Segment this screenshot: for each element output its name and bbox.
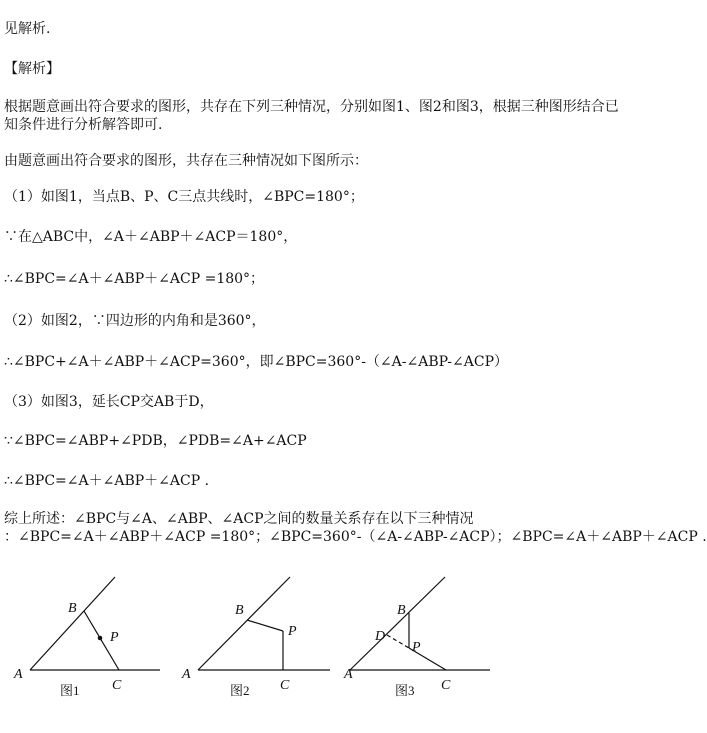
summary-line: 综上所述：∠BPC与∠A、∠ABP、∠ACP之间的数量关系存在以下三种情况 [4, 511, 474, 527]
fig3-label-b: B [397, 603, 406, 618]
case2-line: （2）如图2，∵四边形的内角和是360°， [4, 313, 266, 329]
fig2-label-p: P [288, 624, 297, 639]
fig3-slant-ray [350, 577, 445, 670]
fig1-label-b: B [68, 601, 77, 616]
fig1-point-p [98, 636, 103, 641]
case3-conclusion: ∴∠BPC=∠A＋∠ABP＋∠ACP . [4, 473, 210, 489]
case1-reason: ∵在△ABC中，∠A＋∠ABP＋∠ACP＝180°， [4, 229, 298, 245]
figure-3 [350, 577, 490, 670]
fig3-label-p: P [412, 640, 421, 655]
case2-conclusion: ∴∠BPC+∠A＋∠ABP＋∠ACP=360°，即∠BPC=360°-（∠A-∠ABP-∠ACP） [4, 354, 508, 370]
fig2-caption: 图2 [230, 683, 250, 698]
figures-diagram [0, 565, 630, 733]
fig1-slant-ray [30, 577, 115, 670]
fig3-label-a: A [344, 667, 353, 682]
fig1-caption: 图1 [60, 683, 80, 698]
fig2-label-a: A [182, 667, 191, 682]
analysis-heading: 【解析】 [4, 61, 60, 77]
fig3-label-d: D [375, 629, 386, 644]
fig2-label-c: C [280, 678, 290, 693]
fig1-label-a: A [14, 667, 23, 682]
analysis-paragraph: 根据题意画出符合要求的图形，共存在下列三种情况，分别如图1、图2和图3，根据三种图形结合已知条件进行分析解答即可. [4, 99, 619, 133]
summary-relations: ：∠BPC=∠A＋∠ABP＋∠ACP =180°；∠BPC=360°-（∠A-∠ABP-∠ACP）；∠BPC=∠A＋∠ABP＋∠ACP . [4, 529, 707, 545]
fig1-label-c: C [112, 678, 122, 693]
solution-intro: 由题意画出符合要求的图形，共存在三种情况如下图所示： [4, 153, 368, 169]
fig3-extension-dp [387, 635, 409, 648]
answer-line: 见解析. [4, 21, 51, 37]
case3-reason: ∵∠BPC=∠ABP+∠PDB，∠PDB=∠A+∠ACP [4, 433, 307, 449]
figure-1 [30, 577, 160, 670]
figure-2 [198, 577, 330, 670]
fig3-caption: 图3 [395, 683, 415, 698]
case1-line: （1）如图1，当点B、P、C三点共线时，∠BPC=180°； [4, 189, 364, 205]
fig3-label-c: C [441, 678, 451, 693]
fig2-segment-bp [247, 620, 283, 631]
case1-conclusion: ∴∠BPC=∠A＋∠ABP＋∠ACP =180°； [4, 271, 265, 287]
fig1-label-p: P [110, 630, 119, 645]
fig2-label-b: B [235, 603, 244, 618]
case3-line: （3）如图3，延长CP交AB于D， [4, 394, 214, 410]
fig2-slant-ray [198, 577, 290, 670]
